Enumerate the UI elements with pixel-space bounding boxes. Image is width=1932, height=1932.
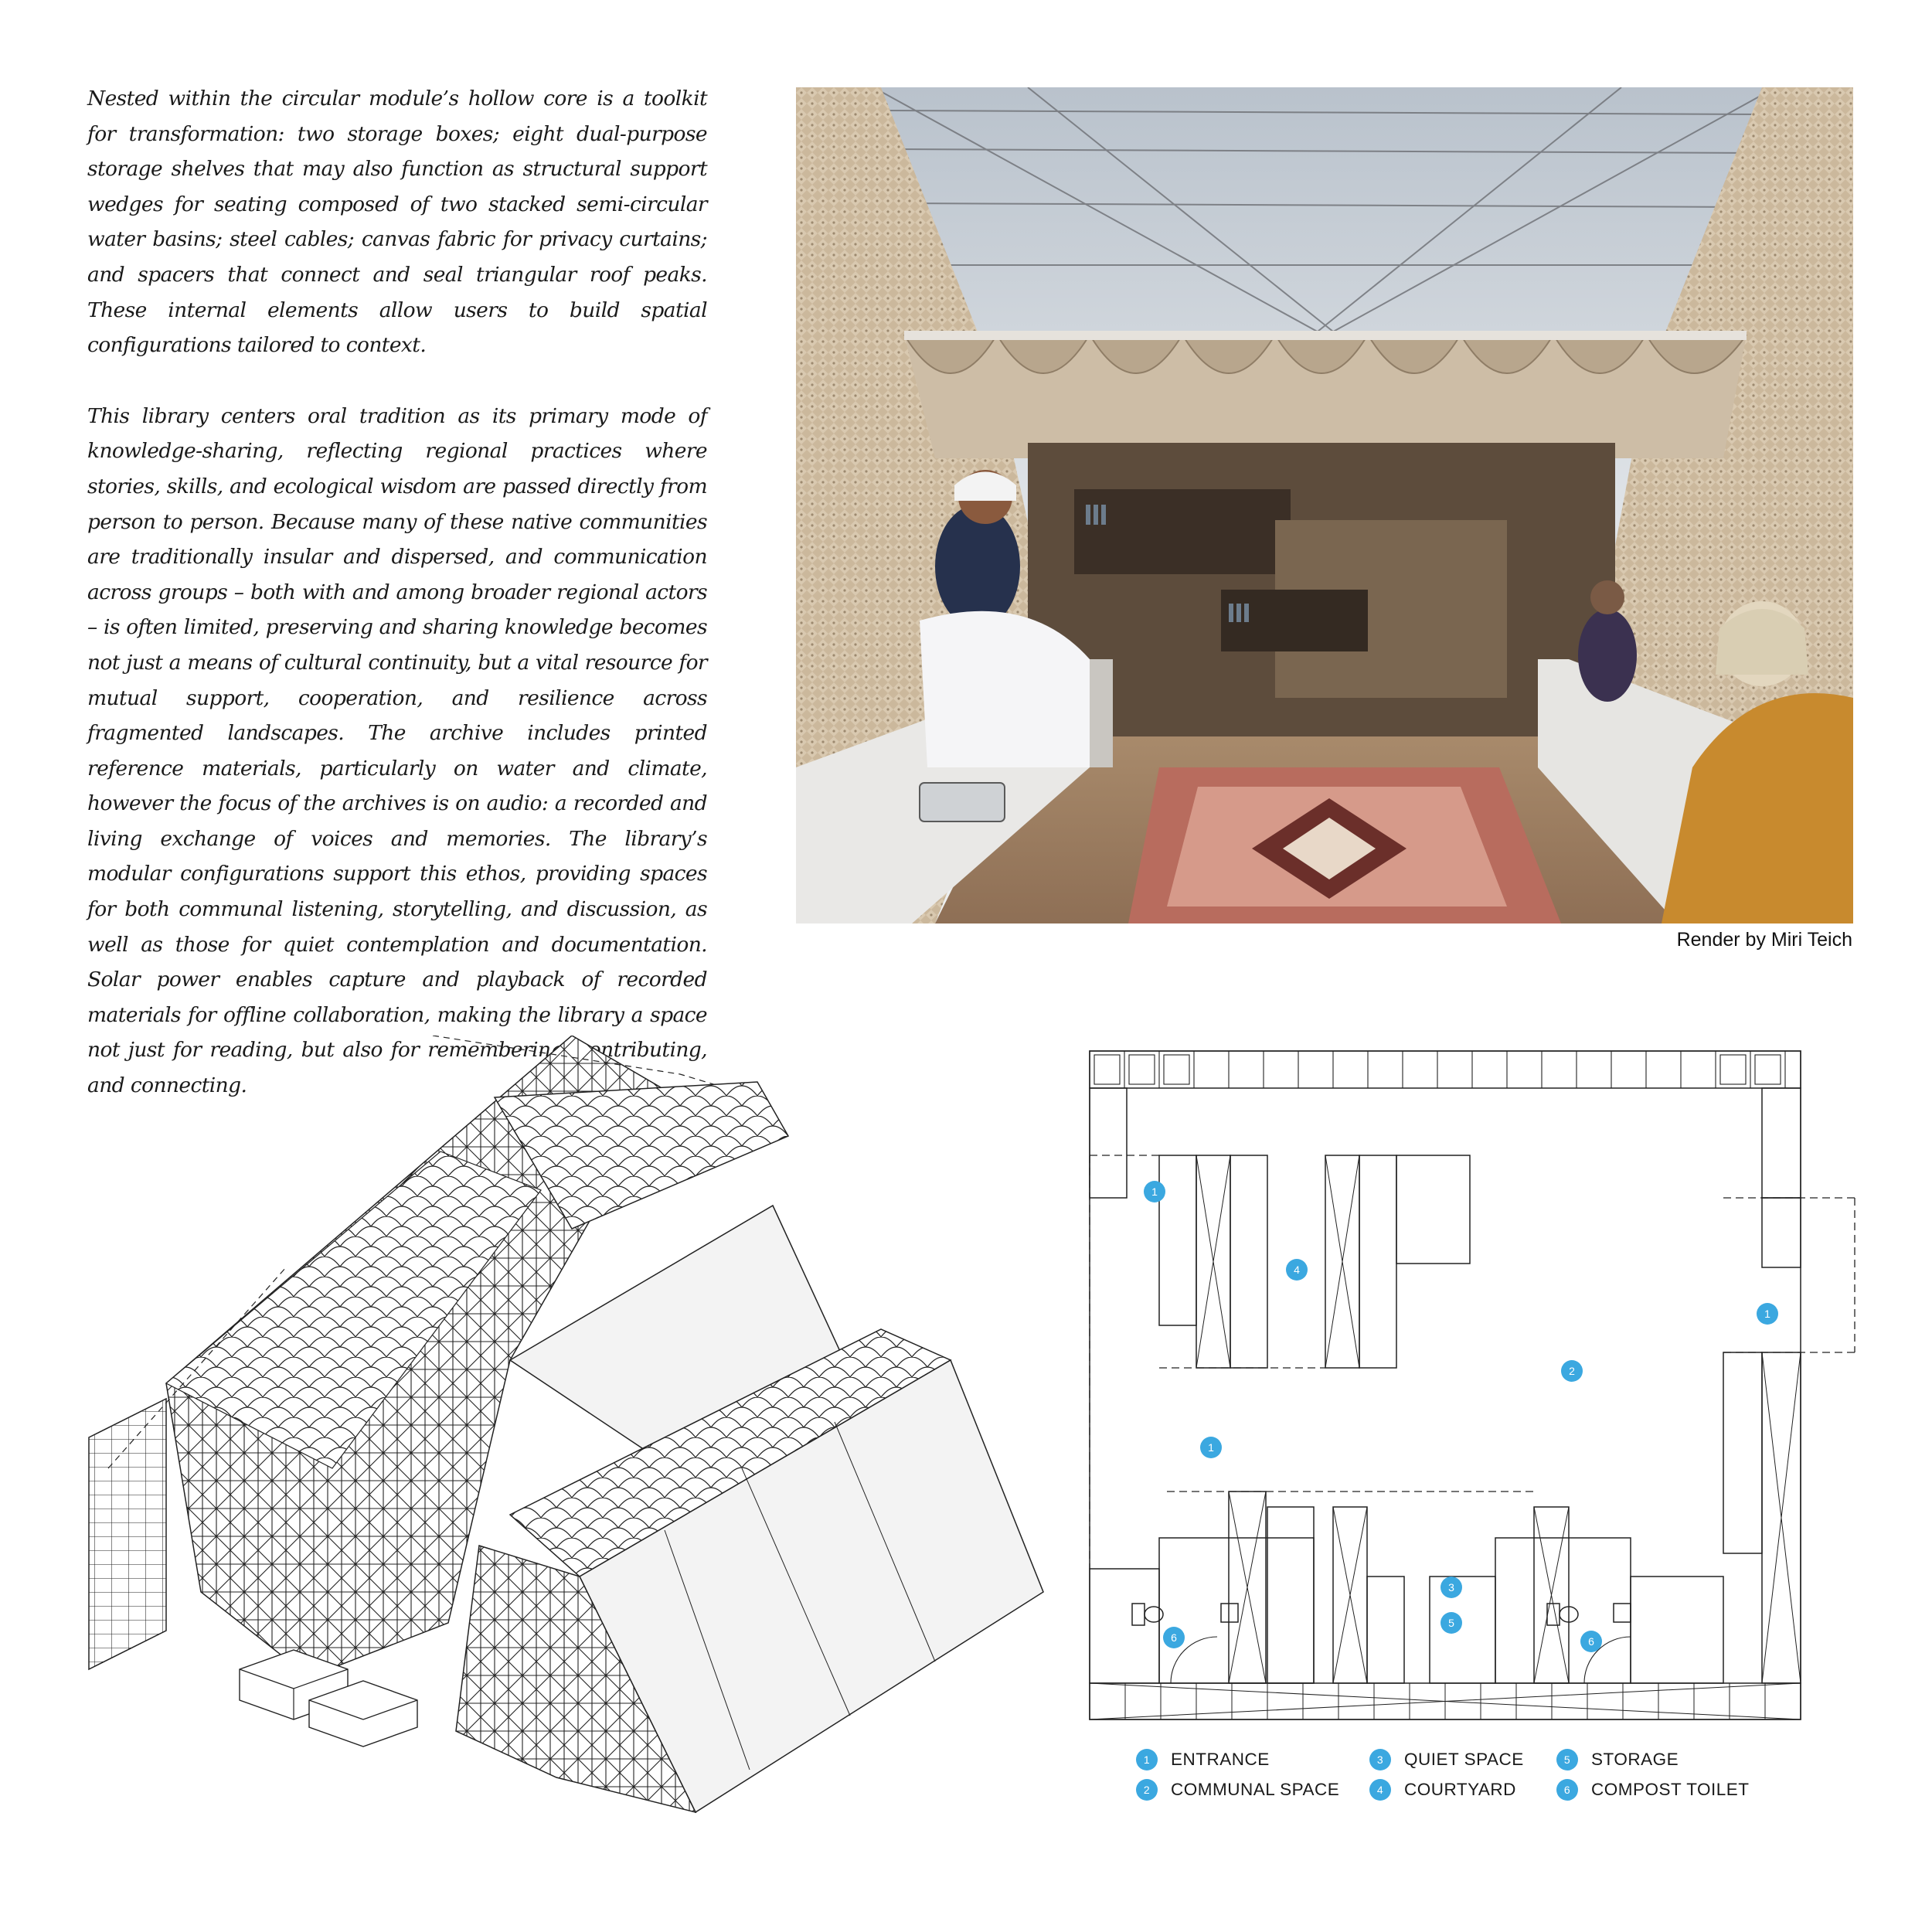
- legend-item-quiet: [1369, 1748, 1524, 1771]
- legend-dot: 3: [1369, 1749, 1391, 1770]
- plan-legend: [1136, 1748, 1770, 1825]
- plan-marker-quiet: 3: [1440, 1577, 1462, 1598]
- floor-plan: [1074, 1043, 1870, 1723]
- legend-dot: 2: [1136, 1779, 1158, 1801]
- plan-marker-entrance-1: 1: [1144, 1181, 1165, 1202]
- interior-render: [796, 87, 1853, 923]
- paragraph-toolkit: Nested within the circular module’s hollow core is a toolkit for transformation: two storage boxes; eight dual-purpose storage shelves that may also function as structural support wedges for seating composed of two stacked semi-circular water basins; steel cables; canvas fabric for privacy curtains; and spacers that connect and seal triangular roof peaks. These internal elements allow users to build spatial configurations tailored to context.: [87, 87, 707, 358]
- paragraph-oral-tradition: This library centers oral tradition as its primary mode of knowledge-sharing, reflecting regional practices where stories, skills, and ecological wisdom are passed directly from person to person. Because many of these native communities are traditionally insular and dispersed, and communication across groups – both with and among broader regional actors – is often limited, preserving and sharing knowledge becomes not just a means of cultural continuity, but a vital resource for mutual support, cooperation, and resilience across fragmented landscapes. The archive includes printed reference materials, particularly on water and climate, however the focus of the archives is on audio: a recorded and living exchange of voices and memories. The library’s modular configurations support this ethos, providing spaces for both communal listening, storytelling, and discussion, as well as those for quiet contemplation and documentation. Solar power enables capture and playback of recorded materials for offline collaboration, making the library a space not just for reading, but also for remembering, contributing, and connecting.: [87, 403, 707, 1098]
- legend-item-storage: [1556, 1748, 1679, 1771]
- plan-marker-storage: 5: [1440, 1612, 1462, 1634]
- legend-dot: 5: [1556, 1749, 1578, 1770]
- axonometric-drawing: [77, 1036, 1051, 1816]
- legend-label: COURTYARD: [1404, 1780, 1516, 1799]
- plan-marker-entrance-3: 1: [1200, 1437, 1222, 1458]
- legend-dot: 1: [1136, 1749, 1158, 1770]
- legend-label: COMMUNAL SPACE: [1171, 1780, 1340, 1799]
- legend-label: STORAGE: [1591, 1750, 1679, 1769]
- legend-label: QUIET SPACE: [1404, 1750, 1524, 1769]
- plan-marker-toilet-1: 6: [1163, 1627, 1185, 1648]
- legend-item-entrance: [1136, 1748, 1270, 1771]
- render-credit: Render by Miri Teich: [1676, 929, 1852, 951]
- plan-marker-courtyard: 4: [1286, 1259, 1308, 1281]
- legend-dot: 4: [1369, 1779, 1391, 1801]
- legend-item-communal: [1136, 1778, 1339, 1801]
- plan-marker-entrance-2: 1: [1757, 1303, 1778, 1325]
- legend-dot: 6: [1556, 1779, 1578, 1801]
- plan-marker-communal: 2: [1561, 1360, 1583, 1382]
- legend-label: ENTRANCE: [1171, 1750, 1270, 1769]
- description-text: [87, 81, 707, 1139]
- legend-item-compost-toilet: [1556, 1778, 1750, 1801]
- legend-label: COMPOST TOILET: [1591, 1780, 1750, 1799]
- plan-marker-toilet-2: 6: [1580, 1631, 1602, 1652]
- legend-item-courtyard: [1369, 1778, 1516, 1801]
